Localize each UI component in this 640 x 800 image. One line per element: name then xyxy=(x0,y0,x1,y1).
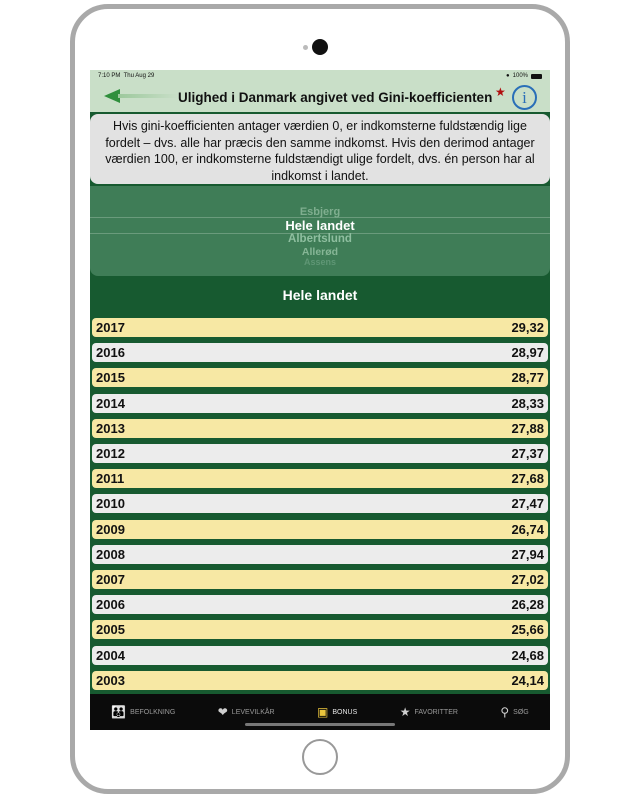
row-year: 2014 xyxy=(96,395,125,411)
tab-label: BONUS xyxy=(332,708,358,716)
people-icon: 👪 xyxy=(111,705,127,719)
gini-description: Hvis gini-koefficienten antager værdien 0, er indkomsterne fuldstændig lige fordelt – dvs. alle har præcis den samme indkomst. Hvis den derimod antager værdien 100, er indkomsterne fuldstændigt ulige fordelt, dvs. én person har al indkomst i landet. xyxy=(90,114,550,184)
row-value: 27,94 xyxy=(511,546,544,562)
table-row xyxy=(92,620,548,639)
table-row xyxy=(92,520,548,539)
selected-region-heading: Hele landet xyxy=(90,278,550,318)
app-screen xyxy=(90,70,550,730)
row-year: 2017 xyxy=(96,320,125,335)
table-row xyxy=(92,419,548,438)
row-value: 24,14 xyxy=(511,672,544,688)
battery-percent: 100% xyxy=(512,73,528,79)
row-year: 2006 xyxy=(96,597,125,613)
status-bar xyxy=(90,70,550,82)
row-value: 28,77 xyxy=(511,370,544,386)
row-value: 27,37 xyxy=(511,446,544,461)
info-button[interactable]: i xyxy=(512,85,537,110)
row-year: 2003 xyxy=(96,672,125,688)
table-row xyxy=(92,646,548,665)
tab-levevilkar[interactable] xyxy=(218,705,275,719)
favorite-star-icon[interactable]: ★ xyxy=(495,85,506,99)
row-year: 2012 xyxy=(96,446,125,461)
row-year: 2004 xyxy=(96,647,125,663)
row-value: 27,47 xyxy=(511,496,544,512)
table-row xyxy=(92,469,548,488)
status-time: 7:10 PM xyxy=(98,73,121,79)
picker-option[interactable]: Esbjerg xyxy=(299,206,341,218)
tab-favoritter[interactable] xyxy=(400,705,458,719)
row-year: 2007 xyxy=(96,572,125,587)
row-value: 28,33 xyxy=(511,395,544,411)
page-title: Ulighed i Danmark angivet ved Gini-koefficienten xyxy=(178,90,493,105)
picker-option-selected[interactable]: Hele landet xyxy=(285,218,355,233)
tab-sog[interactable] xyxy=(500,705,528,719)
row-value: 27,88 xyxy=(511,420,544,436)
home-button[interactable] xyxy=(302,739,338,775)
tab-label: FAVORITTER xyxy=(414,708,458,716)
picker-option[interactable]: Allerød xyxy=(301,246,339,258)
hand-heart-icon: ❤ xyxy=(217,705,228,719)
row-value: 28,97 xyxy=(511,345,544,361)
row-year: 2015 xyxy=(96,370,125,386)
row-value: 26,74 xyxy=(511,521,544,537)
tab-label: LEVEVILKÅR xyxy=(231,708,275,716)
row-value: 27,02 xyxy=(511,572,544,587)
table-row xyxy=(92,595,548,614)
table-row xyxy=(92,545,548,564)
back-arrow-tail xyxy=(118,94,178,98)
row-year: 2008 xyxy=(96,546,125,562)
tab-befolkning[interactable] xyxy=(111,705,175,719)
status-date: Thu Aug 29 xyxy=(123,73,155,79)
table-row xyxy=(92,394,548,413)
wifi-icon: ● xyxy=(506,73,510,79)
picker-option[interactable]: Assens xyxy=(303,257,337,267)
row-year: 2009 xyxy=(96,521,125,537)
row-year: 2013 xyxy=(96,420,125,436)
battery-icon xyxy=(531,74,542,79)
row-value: 27,68 xyxy=(511,471,544,487)
table-row xyxy=(92,494,548,513)
tab-label: SØG xyxy=(513,708,529,716)
tab-bonus[interactable] xyxy=(317,705,357,719)
tab-label: BEFOLKNING xyxy=(130,708,176,716)
table-row xyxy=(92,671,548,690)
row-value: 25,66 xyxy=(511,622,544,638)
row-year: 2016 xyxy=(96,345,125,361)
row-year: 2010 xyxy=(96,496,125,512)
row-value: 24,68 xyxy=(511,647,544,663)
star-icon: ★ xyxy=(399,705,411,719)
row-year: 2011 xyxy=(96,471,125,487)
table-row xyxy=(92,570,548,589)
table-row xyxy=(92,343,548,362)
front-camera xyxy=(312,39,328,55)
gift-icon: ▣ xyxy=(317,705,329,719)
table-row xyxy=(92,444,548,463)
home-indicator xyxy=(245,723,395,726)
navigation-bar xyxy=(90,82,550,112)
search-icon: ⚲ xyxy=(500,705,510,719)
municipality-picker[interactable] xyxy=(90,186,550,276)
row-value: 26,28 xyxy=(511,597,544,613)
table-row xyxy=(92,318,548,337)
row-value: 29,32 xyxy=(511,320,544,335)
picker-option[interactable]: Albertslund xyxy=(288,233,352,245)
table-row xyxy=(92,368,548,387)
proximity-sensor xyxy=(303,45,308,50)
row-year: 2005 xyxy=(96,622,125,638)
